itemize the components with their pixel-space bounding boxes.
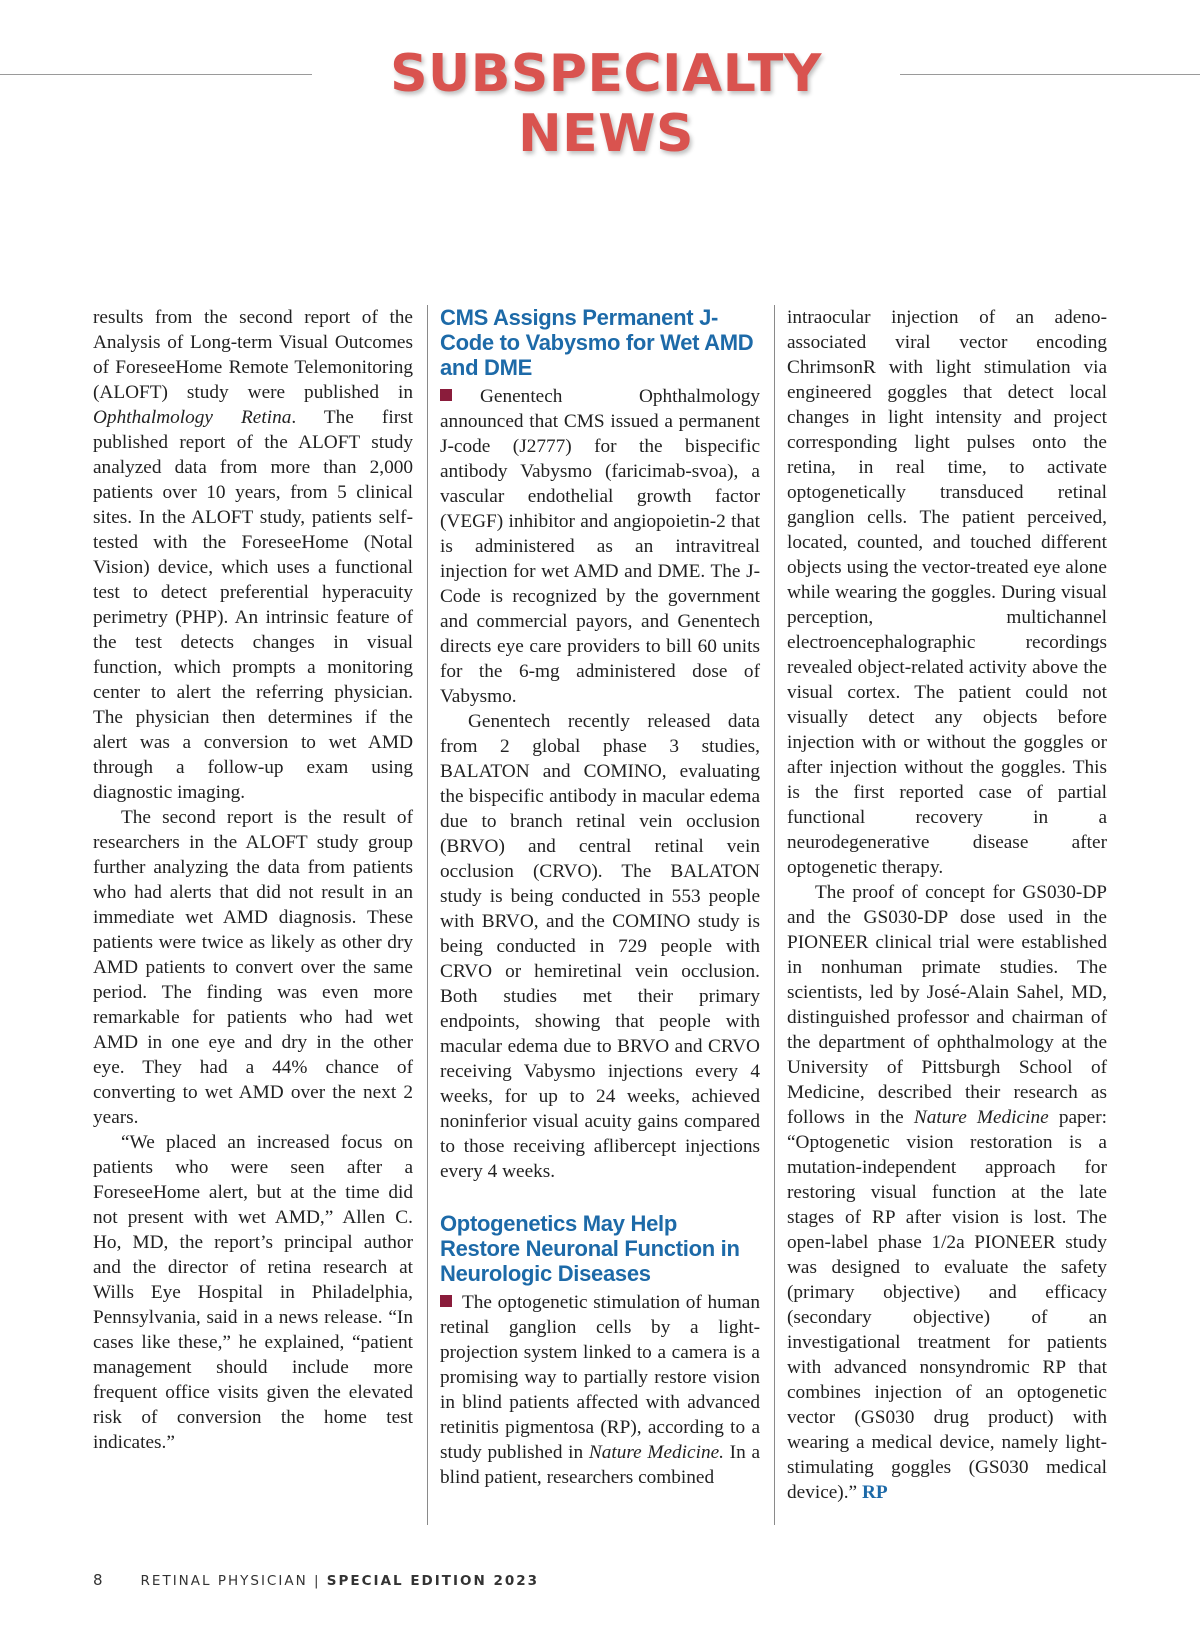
journal-title: Nature Medicine (913, 1107, 1049, 1128)
paragraph: “We placed an increased focus on patients who were seen after a ForeseeHome alert, but at the time did not present with wet AMD,” Allen C. Ho, MD, the report’s principal author and the director of retina research at Wills Eye Hospital in Philadelphia, Pennsylvania, said in a news release. “In cases like these,” he explained, “patient management should include more frequent office visits given the elevated risk of conversion the home test indicates.” (93, 1132, 413, 1453)
column-1 (93, 305, 413, 1455)
text-span: results from the second report of the Analysis of Long-term Visual Outcomes of ForeseeHome Remote Telemonitoring (ALOFT) study were published in (93, 307, 413, 403)
paragraph (787, 880, 1107, 1505)
paragraph (93, 305, 413, 805)
square-bullet-icon (440, 389, 452, 401)
section-title: SUBSPECIALTY NEWS (390, 44, 822, 164)
column-divider (774, 305, 775, 1525)
article-headline: Optogenetics May Help Restore Neuronal Function in Neurologic Diseases (440, 1211, 740, 1286)
text-span: paper: “Optogenetic vision restoration is a mutation-independent approach for restoring visual function at the late stages of RP after vision is lost. The open-label phase 1/2a PIONEER study was designed to evaluate the safety (primary objective) and efficacy (secondary objective) of an investigational treatment for patients with advanced nonsyndromic RP that combines injection of an optogenetic vector (GS030 drug product) with wearing a medical device, namely light-stimulating goggles (GS030 medical device).” (787, 1107, 1107, 1503)
page-footer (93, 1571, 539, 1589)
end-signature: RP (861, 1482, 888, 1503)
publication-name: RETINAL PHYSICIAN | (140, 1573, 327, 1589)
square-bullet-icon (440, 1295, 452, 1307)
column-divider (427, 305, 428, 1525)
paragraph: The second report is the result of researchers in the ALOFT study group further analyzing the data from patients who had alerts that did not result in an immediate wet AMD diagnosis. These patients were twice as likely as other dry AMD patients to convert over the same period. The finding was even more remarkable for patients who had wet AMD in one eye and dry in the other eye. They had a 44% chance of converting to wet AMD over the next 2 years. (93, 807, 413, 1128)
paragraph (440, 384, 760, 709)
edition-label: SPECIAL EDITION 2023 (326, 1573, 540, 1589)
page-number: 8 (93, 1571, 103, 1589)
column-3 (787, 305, 1107, 1505)
journal-title: Nature Medicine. (588, 1442, 724, 1463)
text-span: The proof of concept for GS030-DP and the GS030-DP dose used in the PIONEER clinical trial were established in nonhuman primate studies. The scientists, led by José-Alain Sahel, MD, distinguished professor and chairman of the department of ophthalmology at the University of Pittsburgh School of Medicine, described their research as follows in the (787, 882, 1107, 1128)
text-span: Genentech Ophthalmology announced that CMS issued a permanent J-code (J2777) for the bispecific antibody Vabysmo (faricimab-svoa), a vascular endothelial growth factor (VEGF) inhibitor and angiopoietin-2 that is administered as an intravitreal injection for wet AMD and DME. The J-Code is recognized by the government and commercial payors, and Genentech directs eye care providers to bill 60 units for the 6-mg administered dose of Vabysmo. (440, 386, 760, 707)
column-2 (440, 305, 760, 1490)
article-headline: CMS Assigns Permanent J-Code to Vabysmo for Wet AMD and DME (440, 305, 754, 380)
paragraph: intraocular injection of an adeno-associated viral vector encoding ChrimsonR with light stimulation via engineered goggles that detect local changes in light intensity and project corresponding light pulses onto the retina, in real time, to activate optogenetically transduced retinal ganglion cells. The patient perceived, located, counted, and touched different objects using the vector-treated eye alone while wearing the goggles. During visual perception, multichannel electroencephalographic recordings revealed object-related activity above the visual cortex. The patient could not visually detect any objects before injection with or without the goggles or after injection without the goggles. This is the first reported case of partial functional recovery in a neurodegenerative disease after optogenetic therapy. (787, 307, 1107, 878)
header-rule-right (900, 74, 1200, 75)
header-rule-left (0, 74, 312, 75)
text-span: In a blind patient, researchers combined (440, 1442, 761, 1488)
text-span: . The first published report of the ALOFT study analyzed data from more than 2,000 patients over 10 years, from 5 clinical sites. In the ALOFT study, patients self-tested with the ForeseeHome (Notal Vision) device, which uses a functional test to detect preferential hyperacuity perimetry (PHP). An intrinsic feature of the test detects changes in visual function, which prompts a monitoring center to alert the referring physician. The physician then determines if the alert was a conversion to wet AMD through a follow-up exam using diagnostic imaging. (93, 407, 413, 803)
text-span: The optogenetic stimulation of human retinal ganglion cells by a light-projection system linked to a camera is a promising way to partially restore vision in blind patients affected with advanced retinitis pigmentosa (RP), according to a study published in (440, 1292, 760, 1463)
paragraph: Genentech recently released data from 2 global phase 3 studies, BALATON and COMINO, evaluating the bispecific antibody in macular edema due to branch retinal vein occlusion (BRVO) and central retinal vein occlusion (CRVO). The BALATON study is being conducted in 553 people with BRVO, and the COMINO study is being conducted in 729 people with CRVO or hemiretinal vein occlusion. Both studies met their primary endpoints, showing that people with macular edema due to BRVO and CRVO receiving Vabysmo injections every 4 weeks, for up to 24 weeks, achieved noninferior visual acuity gains compared to those receiving aflibercept injections every 4 weeks. (440, 711, 760, 1182)
journal-title: Ophthalmology Retina (93, 407, 292, 428)
paragraph (440, 1290, 760, 1490)
